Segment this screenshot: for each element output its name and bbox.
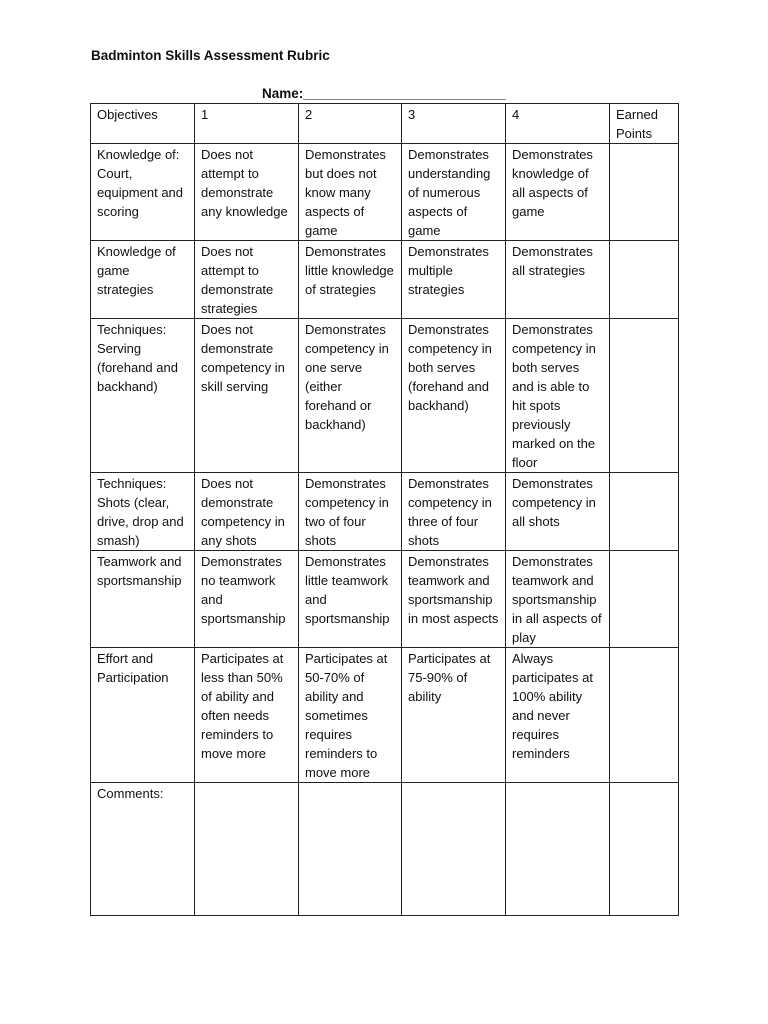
level-4-cell: Always participates at 100% ability and never requires reminders xyxy=(506,648,610,783)
level-2-cell: Participates at 50-70% of ability and sometimes requires reminders to move more xyxy=(299,648,402,783)
level-2-cell: Demonstrates little teamwork and sportsmanship xyxy=(299,551,402,648)
table-row xyxy=(91,144,679,241)
name-field[interactable] xyxy=(262,86,506,101)
comments-row xyxy=(91,783,679,916)
earned-points-cell[interactable] xyxy=(610,473,679,551)
earned-points-cell[interactable] xyxy=(610,551,679,648)
level-4-cell: Demonstrates knowledge of all aspects of game xyxy=(506,144,610,241)
comments-cell[interactable] xyxy=(506,783,610,916)
document-title: Badminton Skills Assessment Rubric xyxy=(91,48,330,63)
rubric-table xyxy=(90,103,679,916)
comments-cell[interactable] xyxy=(299,783,402,916)
comments-cell[interactable] xyxy=(610,783,679,916)
comments-cell[interactable] xyxy=(402,783,506,916)
level-1-cell: Does not demonstrate competency in skill serving xyxy=(195,319,299,473)
level-2-cell: Demonstrates competency in one serve (either forehand or backhand) xyxy=(299,319,402,473)
table-row xyxy=(91,241,679,319)
level-1-cell: Does not demonstrate competency in any shots xyxy=(195,473,299,551)
objective-cell: Knowledge of: Court, equipment and scoring xyxy=(91,144,195,241)
level-3-cell: Demonstrates competency in three of four shots xyxy=(402,473,506,551)
earned-points-cell[interactable] xyxy=(610,648,679,783)
level-4-cell: Demonstrates competency in all shots xyxy=(506,473,610,551)
objective-cell: Teamwork and sportsmanship xyxy=(91,551,195,648)
level-2-cell: Demonstrates but does not know many aspects of game xyxy=(299,144,402,241)
objective-cell: Techniques: Serving (forehand and backhand) xyxy=(91,319,195,473)
header-level-4: 4 xyxy=(506,104,610,144)
table-row xyxy=(91,319,679,473)
objective-cell: Knowledge of game strategies xyxy=(91,241,195,319)
level-3-cell: Demonstrates multiple strategies xyxy=(402,241,506,319)
name-label: Name: xyxy=(262,86,304,101)
level-1-cell: Demonstrates no teamwork and sportsmanship xyxy=(195,551,299,648)
header-earned-points: Earned Points xyxy=(610,104,679,144)
earned-points-cell[interactable] xyxy=(610,144,679,241)
comments-cell[interactable] xyxy=(195,783,299,916)
objective-cell: Techniques: Shots (clear, drive, drop and smash) xyxy=(91,473,195,551)
level-3-cell: Demonstrates teamwork and sportsmanship in most aspects xyxy=(402,551,506,648)
name-blank-line: ___________________________ xyxy=(303,86,506,101)
level-2-cell: Demonstrates little knowledge of strategies xyxy=(299,241,402,319)
table-row xyxy=(91,473,679,551)
level-4-cell: Demonstrates competency in both serves and is able to hit spots previously marked on the floor xyxy=(506,319,610,473)
level-3-cell: Participates at 75-90% of ability xyxy=(402,648,506,783)
level-4-cell: Demonstrates all strategies xyxy=(506,241,610,319)
header-level-1: 1 xyxy=(195,104,299,144)
level-1-cell: Does not attempt to demonstrate any knowledge xyxy=(195,144,299,241)
earned-points-cell[interactable] xyxy=(610,319,679,473)
header-objectives: Objectives xyxy=(91,104,195,144)
level-2-cell: Demonstrates competency in two of four shots xyxy=(299,473,402,551)
table-row xyxy=(91,648,679,783)
table-row xyxy=(91,551,679,648)
earned-points-cell[interactable] xyxy=(610,241,679,319)
level-3-cell: Demonstrates understanding of numerous aspects of game xyxy=(402,144,506,241)
level-3-cell: Demonstrates competency in both serves (forehand and backhand) xyxy=(402,319,506,473)
level-1-cell: Does not attempt to demonstrate strategies xyxy=(195,241,299,319)
level-4-cell: Demonstrates teamwork and sportsmanship in all aspects of play xyxy=(506,551,610,648)
objective-cell: Effort and Participation xyxy=(91,648,195,783)
header-level-3: 3 xyxy=(402,104,506,144)
comments-label: Comments: xyxy=(91,783,195,916)
level-1-cell: Participates at less than 50% of ability and often needs reminders to move more xyxy=(195,648,299,783)
header-row xyxy=(91,104,679,144)
header-level-2: 2 xyxy=(299,104,402,144)
